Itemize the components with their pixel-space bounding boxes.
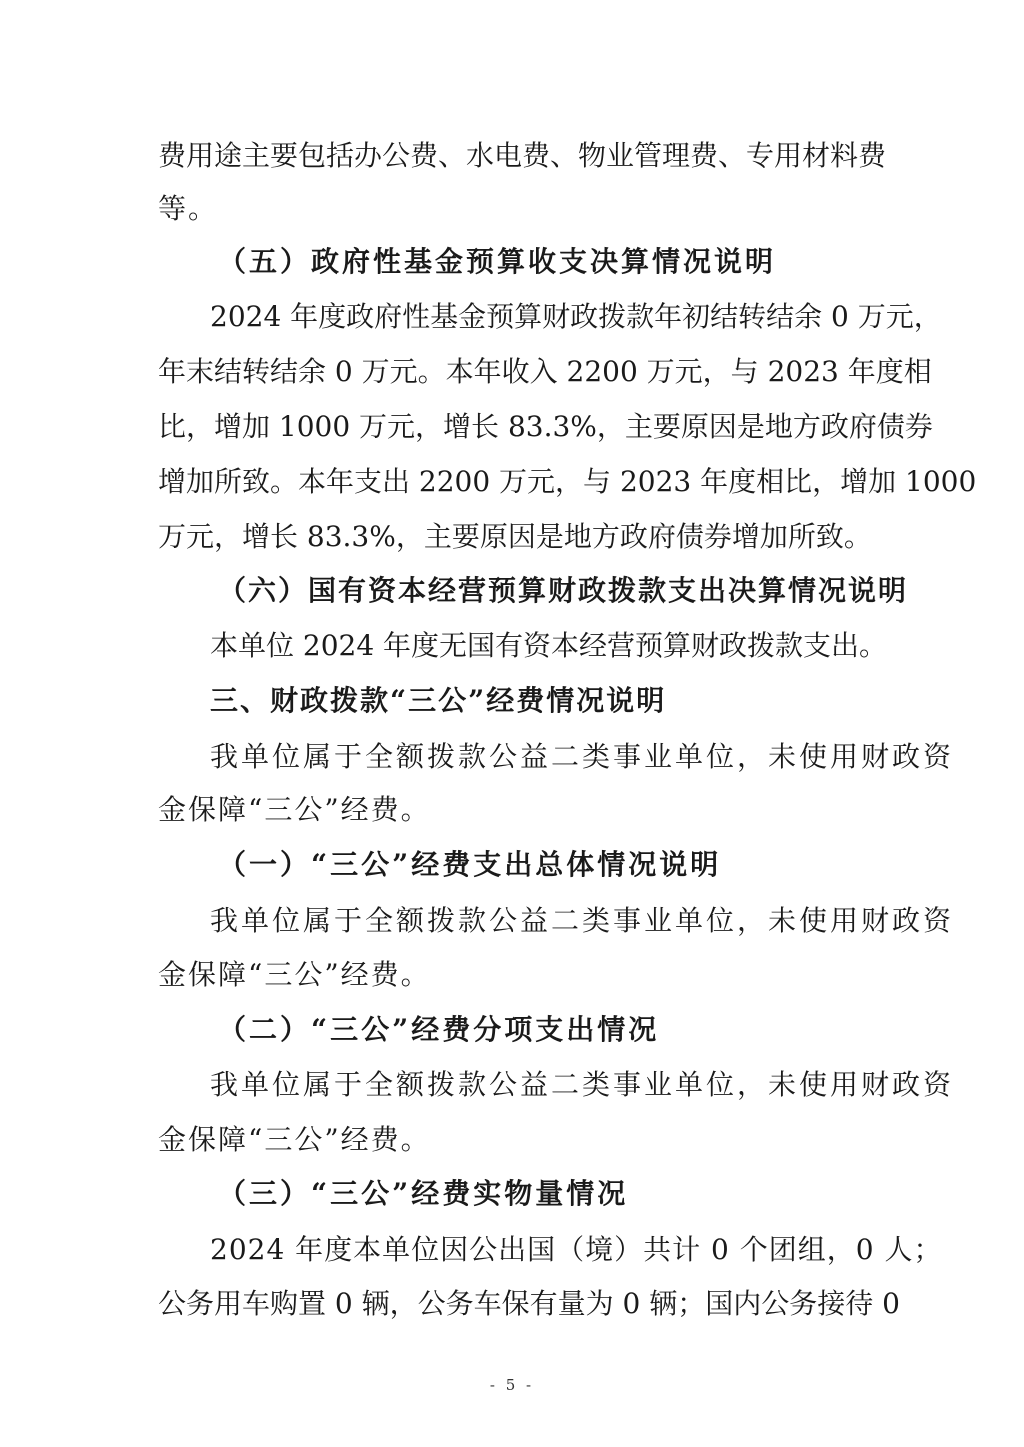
paragraph-line: 费用途主要包括办公费、水电费、物业管理费、专用材料费 bbox=[158, 139, 887, 172]
paragraph-line: 公务用车购置 0 辆，公务车保有量为 0 辆；国内公务接待 0 bbox=[158, 1287, 900, 1320]
paragraph-line: 金保障“三公”经费。 bbox=[158, 793, 431, 826]
section-heading-six: （六）国有资本经营预算财政拨款支出决算情况说明 bbox=[218, 574, 909, 607]
paragraph-line: 增加所致。本年支出 2200 万元，与 2023 年度相比，增加 1000 bbox=[158, 465, 977, 498]
page-number: - 5 - bbox=[489, 1376, 535, 1394]
paragraph-line: 我单位属于全额拨款公益二类事业单位，未使用财政资 bbox=[210, 1068, 955, 1101]
paragraph-line: 年末结转结余 0 万元。本年收入 2200 万元，与 2023 年度相 bbox=[158, 355, 932, 388]
section-heading-five: （五）政府性基金预算收支决算情况说明 bbox=[218, 245, 777, 278]
subsection-heading-three: （三）“三公”经费实物量情况 bbox=[218, 1177, 629, 1210]
paragraph-line: 我单位属于全额拨款公益二类事业单位，未使用财政资 bbox=[210, 740, 955, 773]
paragraph-line: 2024 年度政府性基金预算财政拨款年初结转结余 0 万元， bbox=[210, 300, 942, 333]
paragraph-line: 万元，增长 83.3%，主要原因是地方政府债券增加所致。 bbox=[158, 520, 872, 553]
paragraph-line: 金保障“三公”经费。 bbox=[158, 1123, 431, 1156]
paragraph-line: 我单位属于全额拨款公益二类事业单位，未使用财政资 bbox=[210, 904, 955, 937]
subsection-heading-one: （一）“三公”经费支出总体情况说明 bbox=[218, 848, 722, 881]
paragraph-line: 金保障“三公”经费。 bbox=[158, 958, 431, 991]
subsection-heading-two: （二）“三公”经费分项支出情况 bbox=[218, 1013, 660, 1046]
paragraph-line: 本单位 2024 年度无国有资本经营预算财政拨款支出。 bbox=[210, 629, 888, 662]
paragraph-line: 2024 年度本单位因公出国（境）共计 0 个团组，0 人； bbox=[210, 1233, 943, 1266]
section-heading-three: 三、财政拨款“三公”经费情况说明 bbox=[210, 684, 667, 717]
paragraph-line: 等。 bbox=[158, 192, 219, 225]
paragraph-line: 比，增加 1000 万元，增长 83.3%，主要原因是地方政府债券 bbox=[158, 410, 933, 443]
